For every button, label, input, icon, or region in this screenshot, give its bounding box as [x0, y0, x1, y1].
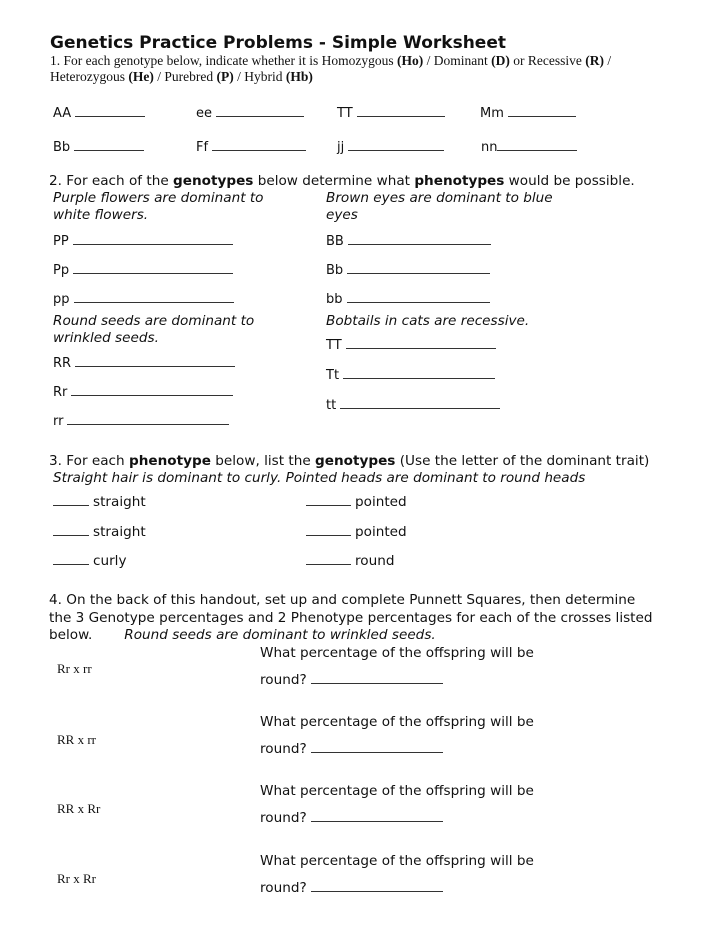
genotype-label: pp — [53, 292, 70, 307]
genotype-label: Mm — [480, 106, 504, 121]
q3-item — [53, 523, 146, 540]
q1-item — [53, 104, 145, 121]
q1-item — [196, 104, 304, 121]
q3-item — [306, 552, 394, 569]
q2-item — [326, 261, 490, 278]
q2-item — [326, 232, 491, 249]
answer-blank[interactable] — [497, 138, 577, 151]
q3-text: 3. For each — [49, 453, 129, 469]
q1-item — [53, 138, 144, 155]
label-purebred: (P) — [216, 69, 234, 84]
q3-item — [53, 552, 127, 569]
offspring-question: What percentage of the offspring will be — [260, 645, 534, 661]
answer-blank[interactable] — [212, 138, 306, 151]
q3-text: (Use the letter of the dominant trait) — [395, 453, 650, 469]
offspring-question: What percentage of the offspring will be — [260, 783, 534, 799]
q3-keyword-phenotype: phenotype — [128, 453, 211, 469]
answer-blank[interactable] — [53, 493, 89, 506]
answer-blank[interactable] — [75, 354, 235, 367]
q1-item — [337, 138, 444, 155]
q2-item — [326, 396, 500, 413]
q4-trait-note: Round seeds are dominant to wrinkled seeds. — [124, 627, 436, 643]
genotype-label: Pp — [53, 263, 70, 278]
q1-item — [480, 104, 576, 121]
q1-text: or Recessive — [509, 53, 586, 68]
genotype-label: tt — [326, 398, 337, 413]
q2-item — [326, 290, 490, 307]
answer-blank[interactable] — [340, 396, 500, 409]
page-title: Genetics Practice Problems - Simple Worksheet — [50, 33, 506, 53]
answer-blank[interactable] — [346, 336, 496, 349]
genotype-label: Ff — [196, 140, 209, 155]
genotype-label: Rr — [53, 385, 68, 400]
answer-blank[interactable] — [347, 261, 490, 274]
answer-blank[interactable] — [311, 740, 443, 753]
phenotype-label: straight — [93, 524, 146, 540]
q2-item — [53, 412, 229, 429]
q1-text: For each genotype below, indicate whether it is Homozygous — [60, 53, 398, 68]
answer-blank[interactable] — [74, 138, 144, 151]
q2-heading — [49, 173, 635, 189]
q2-item — [326, 366, 495, 383]
answer-blank[interactable] — [347, 290, 490, 303]
q3-trait-note: Straight hair is dominant to curly. Pointed heads are dominant to round heads — [53, 470, 586, 486]
q1-item — [337, 104, 445, 121]
answer-blank[interactable] — [74, 290, 234, 303]
phenotype-label: pointed — [355, 494, 407, 510]
answer-blank[interactable] — [216, 104, 304, 117]
q2-item — [53, 354, 235, 371]
genotype-label: bb — [326, 292, 343, 307]
trait-note: wrinkled seeds. — [53, 330, 159, 346]
phenotype-label: curly — [93, 553, 127, 569]
offspring-question: What percentage of the offspring will be — [260, 714, 534, 730]
genotype-label: Tt — [326, 368, 340, 383]
q1-instructions-line2 — [50, 69, 313, 85]
q1-text: / Purebred — [153, 69, 217, 84]
q2-item — [53, 383, 233, 400]
q3-heading — [49, 453, 649, 469]
cross-label: RR x rr — [57, 732, 96, 747]
label-homozygous: (Ho) — [397, 53, 424, 68]
answer-blank[interactable] — [508, 104, 576, 117]
phenotype-label: round — [355, 553, 395, 569]
q1-text: Heterozygous — [50, 69, 129, 84]
q2-text: 2. For each of the — [49, 173, 174, 189]
genotype-label: Bb — [326, 263, 344, 278]
trait-note: Purple flowers are dominant to — [53, 190, 264, 206]
question-label: round? — [260, 741, 307, 757]
cross-label: RR x Rr — [57, 801, 101, 816]
q2-text: would be possible. — [504, 173, 635, 189]
q2-item — [53, 261, 233, 278]
label-hybrid: (Hb) — [285, 69, 313, 84]
label-heterozygous: (He) — [128, 69, 154, 84]
genotype-label: BB — [326, 234, 344, 249]
q1-number: 1. — [50, 53, 61, 68]
q3-item — [53, 493, 146, 510]
answer-blank[interactable] — [75, 104, 145, 117]
q2-item — [53, 290, 234, 307]
q3-keyword-genotypes: genotypes — [315, 453, 396, 469]
genotype-label: TT — [337, 106, 353, 121]
q3-text: below, list the — [210, 453, 316, 469]
trait-note: Round seeds are dominant to — [53, 313, 255, 329]
q1-instructions-line1 — [50, 53, 611, 69]
phenotype-label: straight — [93, 494, 146, 510]
offspring-answer-row — [260, 671, 443, 688]
cross-label: Rr x Rr — [57, 871, 96, 886]
genotype-label: ee — [196, 106, 212, 121]
genotype-label: jj — [337, 140, 345, 155]
genotype-label: RR — [53, 356, 72, 371]
genotype-label: AA — [53, 106, 72, 121]
q2-item — [326, 336, 496, 353]
answer-blank[interactable] — [311, 809, 443, 822]
q2-keyword-phenotypes: phenotypes — [414, 173, 505, 189]
q1-item — [196, 138, 306, 155]
q2-keyword-genotypes: genotypes — [173, 173, 254, 189]
q2-text: below determine what — [253, 173, 415, 189]
answer-blank[interactable] — [311, 671, 443, 684]
question-label: round? — [260, 880, 307, 896]
genotype-label: PP — [53, 234, 69, 249]
trait-note: eyes — [326, 207, 358, 223]
genotype-label: nn — [481, 140, 498, 155]
phenotype-label: pointed — [355, 524, 407, 540]
trait-note: Bobtails in cats are recessive. — [326, 313, 530, 329]
answer-blank[interactable] — [67, 412, 229, 425]
answer-blank[interactable] — [306, 493, 351, 506]
trait-note: white flowers. — [53, 207, 149, 223]
offspring-answer-row — [260, 740, 443, 757]
q1-text: / — [604, 53, 612, 68]
q4-instructions-line3 — [49, 627, 436, 643]
label-dominant: (D) — [491, 53, 510, 68]
answer-blank[interactable] — [73, 232, 233, 245]
answer-blank[interactable] — [53, 523, 89, 536]
genotype-label: rr — [53, 414, 64, 429]
q3-item — [306, 523, 407, 540]
answer-blank[interactable] — [348, 232, 491, 245]
offspring-answer-row — [260, 809, 443, 826]
question-label: round? — [260, 672, 307, 688]
q1-item — [481, 138, 577, 155]
answer-blank[interactable] — [343, 366, 495, 379]
q4-instructions-line2: the 3 Genotype percentages and 2 Phenotype percentages for each of the crosses listed — [49, 610, 653, 626]
answer-blank[interactable] — [311, 879, 443, 892]
q3-item — [306, 493, 407, 510]
q1-text: / Hybrid — [233, 69, 286, 84]
answer-blank[interactable] — [348, 138, 444, 151]
answer-blank[interactable] — [73, 261, 233, 274]
answer-blank[interactable] — [53, 552, 89, 565]
q4-text: below. — [49, 627, 93, 643]
question-label: round? — [260, 810, 307, 826]
genotype-label: Bb — [53, 140, 71, 155]
offspring-answer-row — [260, 879, 443, 896]
answer-blank[interactable] — [306, 552, 351, 565]
trait-note: Brown eyes are dominant to blue — [326, 190, 553, 206]
label-recessive: (R) — [585, 53, 605, 68]
answer-blank[interactable] — [357, 104, 445, 117]
answer-blank[interactable] — [71, 383, 233, 396]
q1-text: / Dominant — [423, 53, 492, 68]
cross-label: Rr x rr — [57, 661, 92, 676]
q2-item — [53, 232, 233, 249]
genotype-label: TT — [326, 338, 342, 353]
q4-instructions-line1: 4. On the back of this handout, set up and complete Punnett Squares, then determine — [49, 592, 636, 608]
offspring-question: What percentage of the offspring will be — [260, 853, 534, 869]
answer-blank[interactable] — [306, 523, 351, 536]
